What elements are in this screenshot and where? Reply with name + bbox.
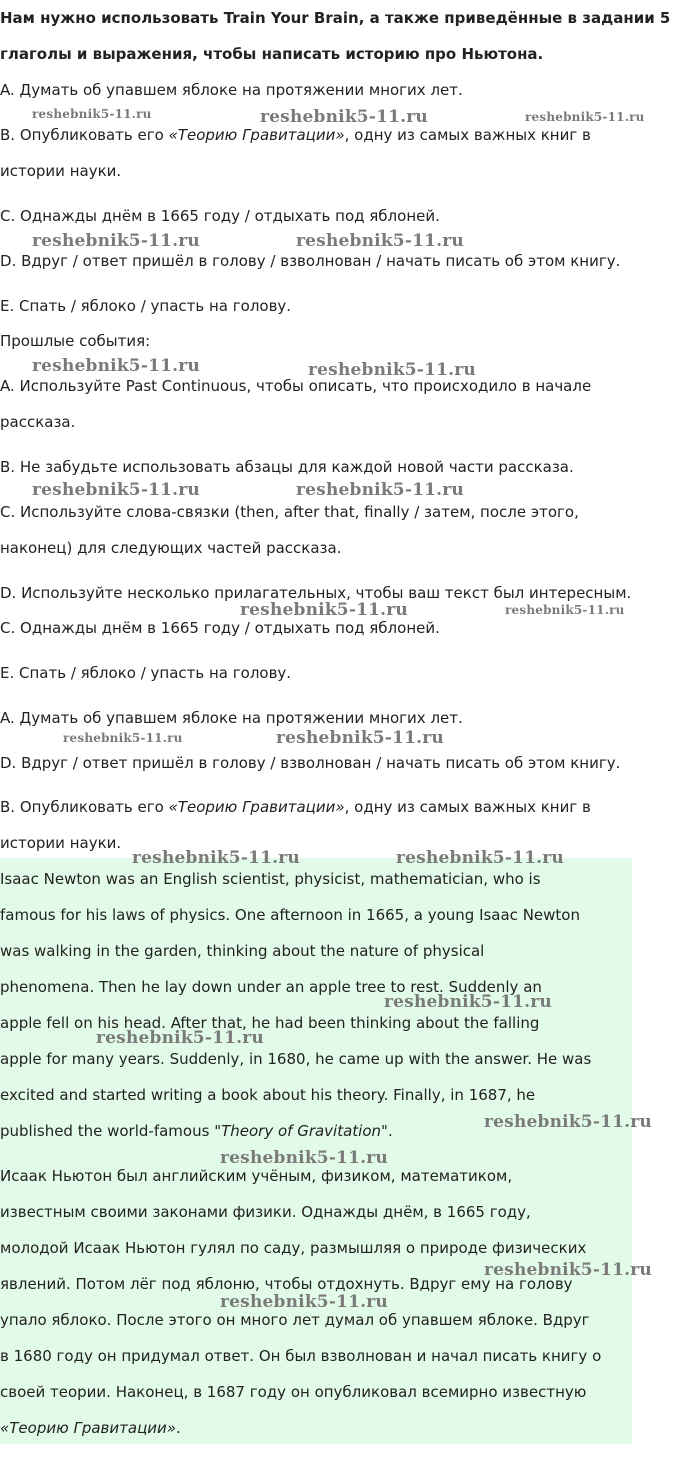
order-c: C. Однажды днём в 1665 году / отдыхать под яблоней. [0, 619, 440, 637]
watermark: reshebnik5-11.ru [32, 480, 200, 500]
watermark: reshebnik5-11.ru [296, 231, 464, 251]
watermark: reshebnik5-11.ru [220, 1292, 388, 1312]
prompt-b-rest: , одну из самых важных книг в [344, 126, 591, 144]
prompt-c: C. Однажды днём в 1665 году / отдыхать под яблоней. [0, 207, 440, 225]
prompt-b [0, 125, 591, 145]
order-b [0, 797, 591, 817]
answer-en-period: . [387, 1122, 393, 1140]
order-b-line-2: истории науки. [0, 834, 122, 852]
tip-b: B. Не забудьте использовать абзацы для каждой новой части рассказа. [0, 458, 574, 476]
order-b-text: B. Опубликовать его [0, 798, 169, 816]
answer-en-line-6: apple for many years. Suddenly, in 1680, he came up with the answer. He was [0, 1050, 592, 1068]
watermark: reshebnik5-11.ru [96, 1028, 264, 1048]
answer-ru-book-title: «Теорию Гравитации» [0, 1419, 177, 1437]
answer-en-text: published the world-famous [0, 1122, 215, 1140]
answer-en-line-5: apple fell on his head. After that, he had been thinking about the falling [0, 1014, 540, 1032]
watermark: reshebnik5-11.ru [132, 848, 300, 868]
order-b-rest: , одну из самых важных книг в [344, 798, 591, 816]
watermark: reshebnik5-11.ru [525, 110, 645, 124]
answer-ru-line-2: известным своими законами физики. Однажды днём, в 1665 году, [0, 1203, 531, 1221]
answer-en-line-8 [0, 1121, 393, 1141]
answer-ru-period: . [176, 1419, 181, 1437]
watermark: reshebnik5-11.ru [63, 731, 183, 745]
prompt-b-text: B. Опубликовать его [0, 126, 169, 144]
watermark: reshebnik5-11.ru [276, 728, 444, 748]
answer-en-book-title: "Theory of Gravitation" [214, 1122, 388, 1140]
prompt-b-book-title: «Теорию Гравитации» [168, 126, 345, 144]
tip-c: C. Используйте слова-связки (then, after that, finally / затем, после этого, [0, 503, 579, 521]
watermark: reshebnik5-11.ru [505, 603, 625, 617]
answer-en-line-3: was walking in the garden, thinking about the nature of physical [0, 942, 485, 960]
answer-ru-line-6: в 1680 году он придумал ответ. Он был взволнован и начал писать книгу о [0, 1347, 602, 1365]
watermark: reshebnik5-11.ru [32, 356, 200, 376]
intro-line-1: Нам нужно использовать Train Your Brain, а также приведённые в задании 5 [0, 9, 671, 27]
answer-en-line-1: Isaac Newton was an English scientist, physicist, mathematician, who is [0, 870, 541, 888]
tip-c-line-2: наконец) для следующих частей рассказа. [0, 539, 342, 557]
answer-ru-line-5: упало яблоко. После этого он много лет думал об упавшем яблоке. Вдруг [0, 1311, 590, 1329]
order-b-book-title: «Теорию Гравитации» [168, 798, 345, 816]
watermark: reshebnik5-11.ru [32, 231, 200, 251]
watermark: reshebnik5-11.ru [384, 992, 552, 1012]
tip-a: A. Используйте Past Continuous, чтобы описать, что происходило в начале [0, 377, 592, 395]
watermark: reshebnik5-11.ru [296, 480, 464, 500]
tip-a-line-2: рассказа. [0, 413, 76, 431]
past-events-heading: Прошлые события: [0, 332, 151, 350]
prompt-e: E. Спать / яблоко / упасть на голову. [0, 297, 292, 315]
watermark: reshebnik5-11.ru [396, 848, 564, 868]
watermark: reshebnik5-11.ru [32, 107, 152, 121]
watermark: reshebnik5-11.ru [260, 107, 428, 127]
answer-ru-line-8 [0, 1418, 181, 1438]
watermark: reshebnik5-11.ru [220, 1148, 388, 1168]
order-a: A. Думать об упавшем яблоке на протяжении многих лет. [0, 709, 463, 727]
prompt-d: D. Вдруг / ответ пришёл в голову / взволнован / начать писать об этом книгу. [0, 252, 621, 270]
answer-en-line-7: excited and started writing a book about his theory. Finally, in 1687, he [0, 1086, 536, 1104]
prompt-a: A. Думать об упавшем яблоке на протяжении многих лет. [0, 81, 463, 99]
intro-line-2: глаголы и выражения, чтобы написать историю про Ньютона. [0, 45, 544, 63]
answer-ru-line-3: молодой Исаак Ньютон гулял по саду, размышляя о природе физических [0, 1239, 587, 1257]
tip-d: D. Используйте несколько прилагательных, чтобы ваш текст был интересным. [0, 584, 632, 602]
order-e: E. Спать / яблоко / упасть на голову. [0, 664, 292, 682]
answer-en-line-2: famous for his laws of physics. One afternoon in 1665, a young Isaac Newton [0, 906, 580, 924]
answer-ru-line-4: явлений. Потом лёг под яблоню, чтобы отдохнуть. Вдруг ему на голову [0, 1275, 573, 1293]
watermark: reshebnik5-11.ru [484, 1112, 652, 1132]
watermark: reshebnik5-11.ru [308, 360, 476, 380]
prompt-b-line-2: истории науки. [0, 162, 122, 180]
answer-ru-line-7: своей теории. Наконец, в 1687 году он опубликовал всемирно известную [0, 1383, 587, 1401]
answer-en-line-4: phenomena. Then he lay down under an apple tree to rest. Suddenly an [0, 978, 542, 996]
watermark: reshebnik5-11.ru [240, 600, 408, 620]
answer-ru-line-1: Исаак Ньютон был английским учёным, физиком, математиком, [0, 1167, 513, 1185]
watermark: reshebnik5-11.ru [484, 1260, 652, 1280]
order-d: D. Вдруг / ответ пришёл в голову / взволнован / начать писать об этом книгу. [0, 754, 621, 772]
